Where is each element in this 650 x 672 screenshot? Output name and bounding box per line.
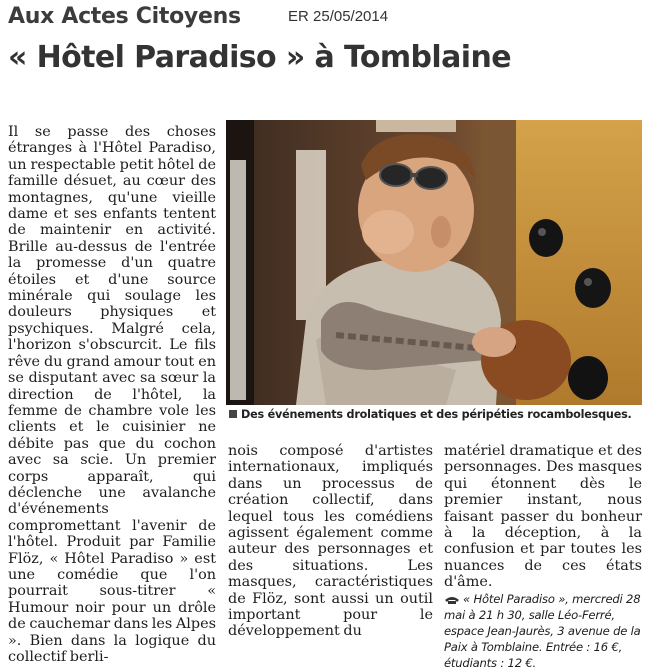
article-column-3-text: matériel dramatique et des personnages. Des masques qui étonnent dès le premier instant, nous faisant passer du bonheur à la déception, à la confusion et par toutes les nuances de ces états d'âme. <box>444 443 642 591</box>
section-kicker: Aux Actes Citoyens <box>8 4 241 29</box>
telephone-icon <box>444 595 460 604</box>
event-info-text: « Hôtel Paradiso », mercredi 28 mai à 21 h 30, salle Léo-Ferré, espace Jean-Jaurès, 3 avenue de la Paix à Tomblaine. Entrée : 16 €, étudiants : 12 €. <box>444 591 641 671</box>
source-date: ER 25/05/2014 <box>288 8 389 25</box>
caption-bullet <box>229 410 237 418</box>
caption-text: Des événements drolatiques et des péripéties rocambolesques. <box>241 408 632 421</box>
article-column-3 <box>444 443 642 671</box>
event-info <box>444 591 642 672</box>
photo-caption <box>229 408 643 421</box>
article-photo <box>226 120 642 405</box>
article-column-2: nois composé d'artistes internationaux, impliqués dans un processus de création collectif, dans lequel tous les comédiens agissent également comme auteur des personnages et des situations. Les masques, caractéristiques de Flöz, sont aussi un outil important pour le développement du <box>228 443 433 640</box>
headline: « Hôtel Paradiso » à Tomblaine <box>8 40 511 75</box>
article-column-1: Il se passe des choses étranges à l'Hôtel Paradiso, un respectable petit hôtel de famille désuet, au cœur des montagnes, qu'une vieille dame et ses enfants tentent de maintenir en activité. Brille au-dessus de l'entrée la promesse d'un quatre étoiles et d'une source minérale qui soulage les douleurs physiques et psychiques. Malgré cela, l'horizon s'obscurcit. Le fils rêve du grand amour tout en se disputant avec sa sœur la direction de l'hôtel, la femme de chambre vole les clients et le cuisinier ne débite pas que du cochon avec sa scie. Un premier corps apparaît, qui déclenche une avalanche d'événements compromettant l'avenir de l'hôtel. Produit par Familie Flöz, « Hôtel Paradiso » est une comédie que l'on pourrait sous-titrer « Humour noir pour un drôle de cauchemar dans les Alpes ». Bien dans la logique du collectif berli- <box>8 124 216 665</box>
